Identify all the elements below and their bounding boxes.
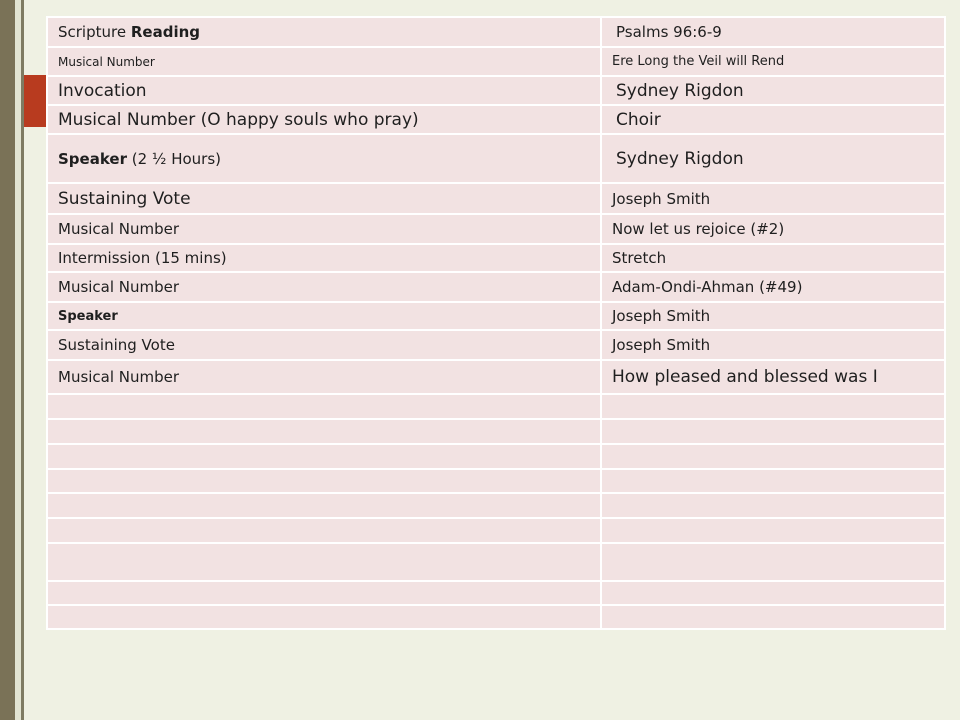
program-item: Sustaining Vote <box>47 183 601 214</box>
program-item: Sustaining Vote <box>47 330 601 360</box>
program-detail: Sydney Rigdon <box>601 76 945 105</box>
empty-table-row <box>47 419 945 444</box>
table-row <box>47 47 945 76</box>
empty-item-cell <box>47 419 601 444</box>
empty-item-cell <box>47 518 601 543</box>
empty-detail-cell <box>601 605 945 629</box>
table-row <box>47 330 945 360</box>
program-table <box>46 16 946 630</box>
empty-item-cell <box>47 581 601 605</box>
program-item-emphasis: Speaker <box>58 149 127 168</box>
empty-detail-cell <box>601 469 945 493</box>
empty-detail-cell <box>601 543 945 581</box>
table-row <box>47 17 945 47</box>
empty-item-cell <box>47 493 601 518</box>
program-item: Musical Number (O happy souls who pray) <box>47 105 601 134</box>
program-detail: How pleased and blessed was I <box>601 360 945 394</box>
empty-detail-cell <box>601 394 945 419</box>
program-item-label: Scripture <box>58 23 131 41</box>
table-row <box>47 302 945 330</box>
program-item: Intermission (15 mins) <box>47 244 601 272</box>
program-item: Invocation <box>47 76 601 105</box>
empty-table-row <box>47 493 945 518</box>
program-detail: Joseph Smith <box>601 330 945 360</box>
empty-table-row <box>47 581 945 605</box>
empty-detail-cell <box>601 493 945 518</box>
empty-item-cell <box>47 469 601 493</box>
program-detail: Stretch <box>601 244 945 272</box>
program-detail: Psalms 96:6-9 <box>601 17 945 47</box>
empty-table-row <box>47 444 945 469</box>
program-item: Musical Number <box>47 214 601 244</box>
empty-item-cell <box>47 543 601 581</box>
empty-table-row <box>47 543 945 581</box>
table-row <box>47 244 945 272</box>
program-item: Musical Number <box>47 360 601 394</box>
program-item-suffix: (2 ½ Hours) <box>126 149 222 168</box>
accent-marker <box>24 75 47 127</box>
empty-table-row <box>47 394 945 419</box>
empty-table-row <box>47 469 945 493</box>
program-detail: Choir <box>601 105 945 134</box>
program-detail: Now let us rejoice (#2) <box>601 214 945 244</box>
empty-detail-cell <box>601 419 945 444</box>
program-detail: Adam-Ondi-Ahman (#49) <box>601 272 945 302</box>
program-detail: Sydney Rigdon <box>601 134 945 183</box>
program-item <box>47 17 601 47</box>
program-item-emphasis: Reading <box>130 23 200 41</box>
program-item <box>47 134 601 183</box>
table-row <box>47 134 945 183</box>
empty-rows <box>47 394 945 629</box>
empty-table-row <box>47 518 945 543</box>
program-detail: Joseph Smith <box>601 302 945 330</box>
table-row <box>47 360 945 394</box>
table-row <box>47 76 945 105</box>
table-row <box>47 183 945 214</box>
program-item: Musical Number <box>47 47 601 76</box>
program-detail: Joseph Smith <box>601 183 945 214</box>
program-item: Speaker <box>47 302 601 330</box>
table-row <box>47 272 945 302</box>
empty-item-cell <box>47 605 601 629</box>
table-row <box>47 105 945 134</box>
program-item: Musical Number <box>47 272 601 302</box>
empty-item-cell <box>47 444 601 469</box>
table-row <box>47 214 945 244</box>
empty-detail-cell <box>601 444 945 469</box>
empty-detail-cell <box>601 518 945 543</box>
left-decorative-stripe <box>0 0 15 720</box>
empty-table-row <box>47 605 945 629</box>
program-detail: Ere Long the Veil will Rend <box>601 47 945 76</box>
empty-detail-cell <box>601 581 945 605</box>
empty-item-cell <box>47 394 601 419</box>
